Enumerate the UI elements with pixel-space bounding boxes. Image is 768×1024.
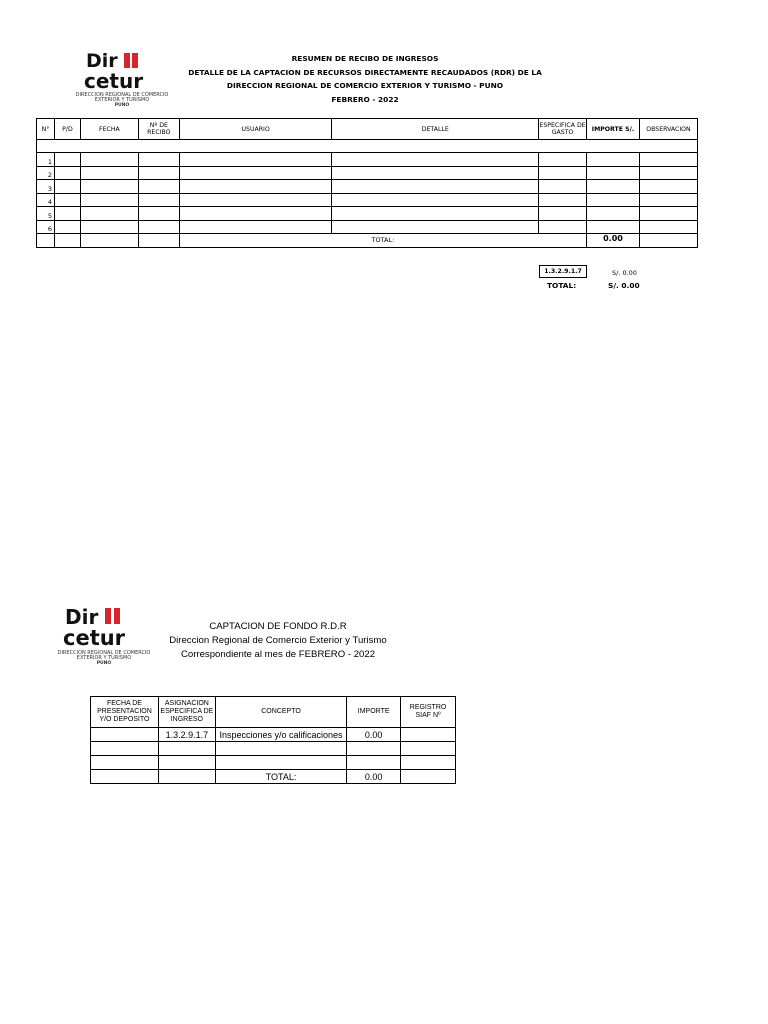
row-number: 3 — [37, 180, 55, 194]
asignacion-cell: 1.3.2.9.1.7 — [158, 728, 215, 742]
logo-subtitle — [54, 651, 154, 666]
logo-subtitle-line2: EXTERIOR Y TURISMO — [76, 655, 132, 662]
concepto-cell: Inspecciones y/o calificaciones — [215, 728, 346, 742]
col-header: FECHA DE PRESENTACION Y/O DEPOSITO — [91, 697, 159, 728]
col-header: Nº DE RECIBO — [138, 119, 179, 140]
summary-total-label: TOTAL: — [547, 281, 577, 290]
table-row — [91, 728, 456, 742]
table-row — [37, 180, 698, 194]
col-header: ASIGNACION ESPECIFICA DE INGRESO — [158, 697, 215, 728]
logo-subtitle-line2: EXTERIOR Y TURISMO — [94, 97, 150, 104]
col-header: REGISTRO SIAF Nº — [401, 697, 456, 728]
row-number: 1 — [37, 153, 55, 167]
col-header: FECHA — [80, 119, 138, 140]
table-total-row — [37, 234, 698, 248]
section2-title — [160, 620, 396, 662]
dircetur-logo — [74, 52, 170, 108]
table-row — [37, 220, 698, 234]
title-line-4: FEBRERO - 2022 — [331, 94, 399, 104]
row-number: 4 — [37, 193, 55, 207]
logo-flag-icon — [124, 53, 139, 68]
col-header: P/D — [54, 119, 80, 140]
table-row — [91, 742, 456, 756]
total-value: 0.00 — [587, 234, 640, 248]
table-header-row — [91, 697, 456, 728]
total-value: 0.00 — [347, 770, 401, 784]
col-header: USUARIO — [179, 119, 332, 140]
col-header: OBSERVACION — [639, 119, 697, 140]
title-line-2: DETALLE DE LA CAPTACION DE RECURSOS DIRECTAMENTE RECAUDADOS (RDR) DE LA — [188, 67, 542, 77]
table-total-row — [91, 770, 456, 784]
logo-subtitle-line3: PUNO — [114, 102, 130, 108]
row-number: 2 — [37, 166, 55, 180]
logo-subtitle-line1: DIRECCION REGIONAL DE COMERCIO — [75, 92, 169, 98]
row-number: 5 — [37, 207, 55, 221]
dircetur-logo-2 — [54, 607, 154, 666]
table-header-row — [37, 119, 698, 140]
total-label: TOTAL: — [215, 770, 346, 784]
logo-word-cetur: cetur — [84, 69, 144, 93]
logo-subtitle-line3: PUNO — [96, 660, 112, 666]
table-row — [91, 756, 456, 770]
section1-title — [170, 52, 560, 106]
logo-word-dir: Dir — [86, 50, 118, 72]
summary-total-value: S/. 0.00 — [608, 281, 640, 290]
col-header: N° — [37, 119, 55, 140]
row-number: 6 — [37, 220, 55, 234]
total-label: TOTAL: — [179, 234, 586, 248]
col-header: IMPORTE S/. — [587, 119, 640, 140]
table-row — [37, 153, 698, 167]
summary-code-value: S/. 0.00 — [612, 269, 637, 277]
summary-code: 1.3.2.9.1.7 — [539, 265, 587, 278]
title-line-3: DIRECCION REGIONAL DE COMERCIO EXTERIOR Y TURISMO - PUNO — [226, 81, 504, 90]
table-spacer-row — [37, 140, 698, 153]
logo-word-dir: Dir — [65, 605, 99, 629]
title2-line-2: Direccion Regional de Comercio Exterior y Turismo — [169, 635, 387, 646]
table-row — [37, 193, 698, 207]
col-header: ESPECIFICA DE GASTO — [539, 119, 587, 140]
title-line-1: RESUMEN DE RECIBO DE INGRESOS — [291, 54, 439, 63]
logo-flag-icon — [105, 608, 121, 624]
col-header: IMPORTE — [347, 697, 401, 728]
logo-word-cetur: cetur — [63, 626, 126, 650]
importe-cell: 0.00 — [347, 728, 401, 742]
logo-subtitle-line1: DIRECCION REGIONAL DE COMERCIO — [57, 650, 151, 656]
col-header: DETALLE — [332, 119, 539, 140]
table-row — [37, 166, 698, 180]
captacion-table — [90, 696, 456, 784]
col-header: CONCEPTO — [215, 697, 346, 728]
receipts-table — [36, 118, 698, 248]
title2-line-3: Correspondiente al mes de FEBRERO - 2022 — [180, 649, 376, 660]
title2-line-1: CAPTACION DE FONDO R.D.R — [209, 621, 347, 632]
table-row — [37, 207, 698, 221]
logo-subtitle — [74, 93, 170, 108]
